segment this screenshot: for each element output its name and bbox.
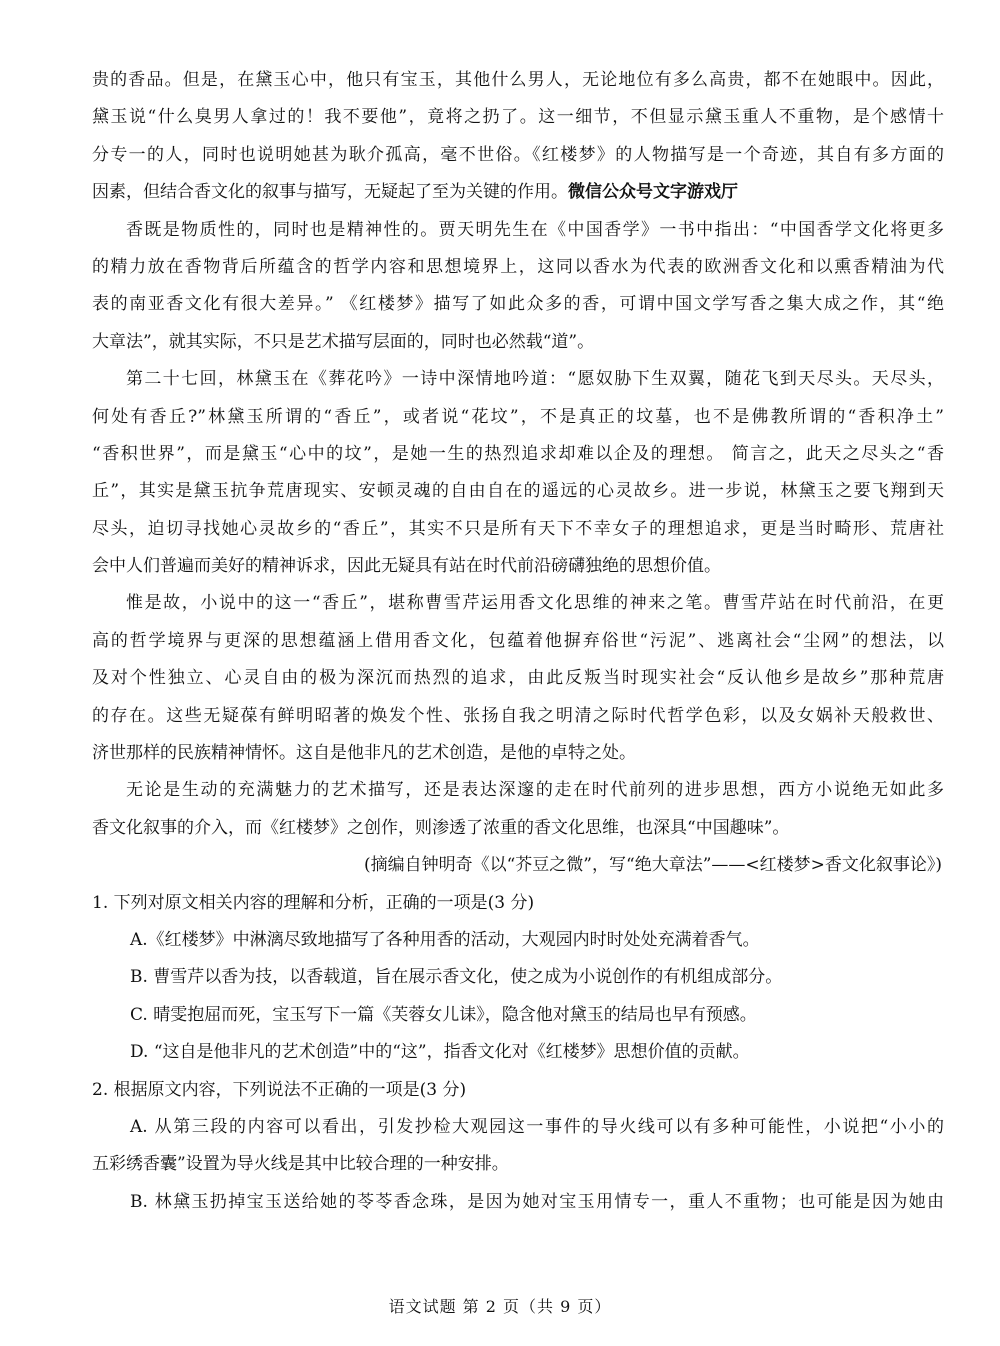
- question-2-option-a-continued: 五彩绣香囊”设置为导火线是其中比较合理的一种安排。: [92, 1154, 509, 1175]
- passage-line: 贵的香品。但是，在黛玉心中，他只有宝玉，其他什么男人，无论地位有多么高贵，都不在她眼中。因此，: [92, 70, 944, 90]
- question-1-option-b: B. 曹雪芹以香为技，以香载道，旨在展示香文化，使之成为小说创作的有机组成部分。: [130, 967, 783, 988]
- passage-line: 香文化叙事的介入，而《红楼梦》之创作，则渗透了浓重的香文化思维，也深具“中国趣味”。: [92, 817, 790, 838]
- passage-text: 因素，但结合香文化的叙事与描写，无疑起了至为关键的作用。: [92, 182, 568, 203]
- question-1-option-d: D. “这自是他非凡的艺术创造”中的“这”，指香文化对《红楼梦》思想价值的贡献。: [130, 1042, 750, 1063]
- passage-line: 丘”，其实是黛玉抗争荒唐现实、安顿灵魂的自由自在的遥远的心灵故乡。进一步说，林黛玉之要飞翔到天: [92, 481, 944, 502]
- passage-line: 第二十七回，林黛玉在《葬花吟》一诗中深情地吟道：“愿奴胁下生双翼，随花飞到天尽头。天尽头，: [126, 369, 944, 390]
- passage-line: 香既是物质性的，同时也是精神性的。贾天明先生在《中国香学》一书中指出：“中国香学文化将更多: [126, 219, 944, 240]
- question-2-option-a: A. 从第三段的内容可以看出，引发抄检大观园这一事件的导火线可以有多种可能性，小说把“小小的: [130, 1116, 944, 1137]
- question-1-option-a: A.《红楼梦》中淋漓尽致地描写了各种用香的活动，大观园内时时处处充满着香气。: [130, 929, 760, 950]
- passage-line: 黛玉说“什么臭男人拿过的！我不要他”，竟将之扔了。这一细节，不但显示黛玉重人不重物，是个感情十: [92, 107, 944, 128]
- passage-line: 分专一的人，同时也说明她甚为耿介孤高，毫不世俗。《红楼梦》的人物描写是一个奇迹，其自有多方面的: [92, 144, 944, 165]
- passage-line: [92, 174, 944, 211]
- passage-line: 何处有香丘?”林黛玉所谓的“香丘”，或者说“花坟”，不是真正的坟墓，也不是佛教所谓的“香积净土”: [92, 406, 944, 427]
- passage-line: 的精力放在香物背后所蕴含的哲学内容和思想境界上，这同以香水为代表的欧洲香文化和以熏香精油为代: [92, 256, 944, 277]
- passage-line: “香积世界”，而是黛玉“心中的坟”，是她一生的热烈追求却难以企及的理想。 简言之，此天之尽头之“香: [92, 443, 944, 464]
- exam-page-content: [92, 62, 944, 1221]
- watermark-text: 微信公众号文字游戏厅: [568, 182, 738, 203]
- passage-line: 济世那样的民族精神情怀。这自是他非凡的艺术创造，是他的卓特之处。: [92, 743, 636, 764]
- question-2-option-b: B. 林黛玉扔掉宝玉送给她的苓苓香念珠，是因为她对宝玉用情专一，重人不重物；也可能是因为她由: [130, 1191, 944, 1212]
- passage-line: 惟是故，小说中的这一“香丘”，堪称曹雪芹运用香文化思维的神来之笔。曹雪芹站在时代前沿，在更: [126, 593, 944, 614]
- passage-line: 尽头，迫切寻找她心灵故乡的“香丘”，其实不只是所有天下不幸女子的理想追求，更是当时畸形、荒唐社: [92, 518, 944, 539]
- question-2-stem: 2. 根据原文内容，下列说法不正确的一项是(3 分): [92, 1079, 467, 1100]
- passage-line: 高的哲学境界与更深的思想蕴涵上借用香文化，包蕴着他摒弃俗世“污泥”、逃离社会“尘网”的想法，以: [92, 630, 944, 651]
- passage-line: 及对个性独立、心灵自由的极为深沉而热烈的追求，由此反叛当时现实社会“反认他乡是故乡”那种荒唐: [92, 668, 944, 689]
- passage-line: 无论是生动的充满魅力的艺术描写，还是表达深邃的走在时代前列的进步思想，西方小说绝无如此多: [126, 780, 944, 801]
- passage-line: 表的南亚香文化有很大差异。” 《红楼梦》描写了如此众多的香，可谓中国文学写香之集大成之作，其“绝: [92, 294, 944, 315]
- passage-line: 会中人们普遍而美好的精神诉求，因此无疑具有站在时代前沿磅礴独绝的思想价值。: [92, 556, 721, 577]
- passage-line: 大章法”，就其实际，不只是艺术描写层面的，同时也必然载“道”。: [92, 331, 595, 352]
- page-footer: 语文试题 第 2 页（共 9 页）: [388, 1297, 612, 1316]
- passage-line: 的存在。这些无疑葆有鲜明昭著的焕发个性、张扬自我之明清之际时代哲学色彩，以及女娲补天般救世、: [92, 705, 944, 726]
- question-1-option-c: C. 晴雯抱屈而死，宝玉写下一篇《芙蓉女儿诔》，隐含他对黛玉的结局也早有预感。: [130, 1004, 757, 1025]
- source-citation: (摘编自钟明奇《以“芥豆之微”，写“绝大章法”——<红楼梦>香文化叙事论》): [363, 855, 942, 876]
- question-1-stem: 1. 下列对原文相关内容的理解和分析，正确的一项是(3 分): [92, 892, 535, 913]
